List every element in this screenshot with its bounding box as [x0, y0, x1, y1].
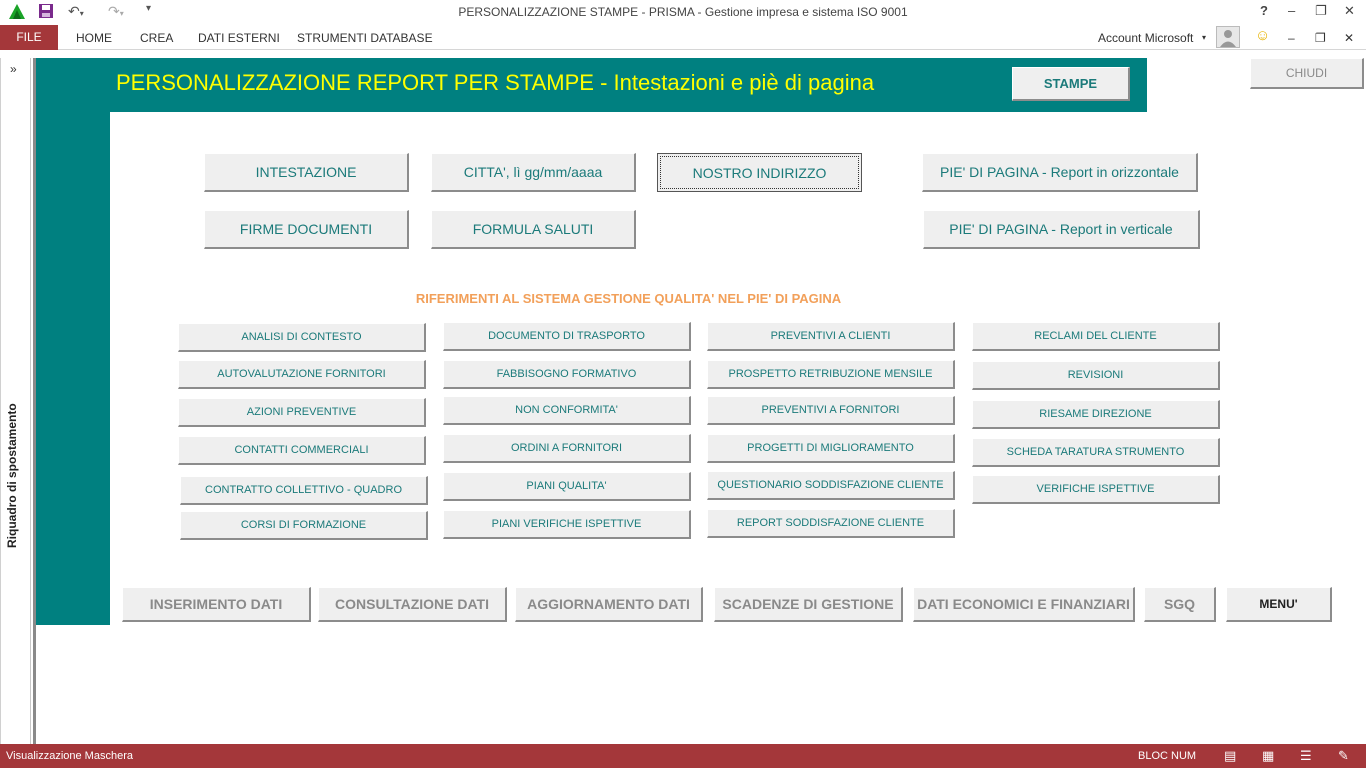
ribbon-tabs — [0, 25, 1366, 50]
page-title: PERSONALIZZAZIONE REPORT PER STAMPE - Intestazioni e piè di pagina — [116, 70, 875, 95]
customize-quick-access-icon[interactable]: ▾ — [146, 3, 152, 14]
fabbisogno-formativo-button[interactable]: FABBISOGNO FORMATIVO — [443, 360, 691, 389]
ribbon-restore-button[interactable]: ❐ — [1315, 31, 1326, 45]
smiley-icon[interactable]: ☺ — [1255, 27, 1271, 44]
piani-verifiche-button[interactable]: PIANI VERIFICHE ISPETTIVE — [443, 510, 691, 539]
azioni-preventive-button[interactable]: AZIONI PREVENTIVE — [178, 398, 426, 427]
section-label: RIFERIMENTI AL SISTEMA GESTIONE QUALITA' NEL PIE' DI PAGINA — [415, 291, 842, 306]
documento-trasporto-button[interactable]: DOCUMENTO DI TRASPORTO — [443, 322, 691, 351]
non-conformita-button[interactable]: NON CONFORMITA' — [443, 396, 691, 425]
status-bar — [0, 744, 1366, 768]
sgq-button[interactable]: SGQ — [1144, 587, 1216, 622]
stampe-button[interactable]: STAMPE — [1012, 67, 1130, 101]
formula-saluti-button[interactable]: FORMULA SALUTI — [431, 210, 636, 249]
window-title: PERSONALIZZAZIONE STAMPE - PRISMA - Gestione impresa e sistema ISO 9001 — [458, 5, 908, 19]
expand-nav-icon[interactable]: » — [10, 62, 17, 76]
form-left-band — [36, 112, 110, 625]
chiudi-button[interactable]: CHIUDI — [1250, 58, 1364, 89]
nostro-indirizzo-button[interactable]: NOSTRO INDIRIZZO — [657, 153, 862, 192]
restore-button[interactable]: ❐ — [1315, 3, 1327, 18]
tab-strumenti-database[interactable]: STRUMENTI DATABASE — [297, 31, 433, 45]
tab-home[interactable]: HOME — [76, 31, 112, 45]
ribbon-close-button[interactable]: ✕ — [1344, 31, 1355, 45]
riesame-direzione-button[interactable]: RIESAME DIREZIONE — [972, 400, 1220, 429]
layout-view-icon[interactable]: ☰ — [1300, 748, 1312, 763]
close-button[interactable]: ✕ — [1344, 3, 1355, 18]
preventivi-clienti-button[interactable]: PREVENTIVI A CLIENTI — [707, 322, 955, 351]
form-view-icon[interactable]: ▤ — [1224, 748, 1237, 763]
inserimento-dati-button[interactable]: INSERIMENTO DATI — [122, 587, 311, 622]
preventivi-fornitori-button[interactable]: PREVENTIVI A FORNITORI — [707, 396, 955, 425]
contratto-collettivo-button[interactable]: CONTRATTO COLLETTIVO - QUADRO — [180, 476, 428, 505]
progetti-miglioramento-button[interactable]: PROGETTI DI MIGLIORAMENTO — [707, 434, 955, 463]
undo-icon[interactable]: ↶▾ — [68, 3, 84, 19]
ordini-fornitori-button[interactable]: ORDINI A FORNITORI — [443, 434, 691, 463]
reclami-cliente-button[interactable]: RECLAMI DEL CLIENTE — [972, 322, 1220, 351]
verifiche-ispettive-button[interactable]: VERIFICHE ISPETTIVE — [972, 475, 1220, 504]
help-button[interactable]: ? — [1260, 3, 1268, 18]
pie-orizzontale-button[interactable]: PIE' DI PAGINA - Report in orizzontale — [922, 153, 1198, 192]
aggiornamento-dati-button[interactable]: AGGIORNAMENTO DATI — [515, 587, 703, 622]
report-soddisfazione-button[interactable]: REPORT SODDISFAZIONE CLIENTE — [707, 509, 955, 538]
status-numlock: BLOC NUM — [1138, 750, 1197, 762]
autovalutazione-fornitori-button[interactable]: AUTOVALUTAZIONE FORNITORI — [178, 360, 426, 389]
consultazione-dati-button[interactable]: CONSULTAZIONE DATI — [318, 587, 507, 622]
piani-qualita-button[interactable]: PIANI QUALITA' — [443, 472, 691, 501]
redo-icon[interactable]: ↷▾ — [108, 3, 124, 19]
prospetto-retribuzione-button[interactable]: PROSPETTO RETRIBUZIONE MENSILE — [707, 360, 955, 389]
status-view-label: Visualizzazione Maschera — [6, 750, 133, 762]
ribbon-minimize-button[interactable]: – — [1288, 31, 1295, 45]
menu-button[interactable]: MENU' — [1226, 587, 1332, 622]
corsi-formazione-button[interactable]: CORSI DI FORMAZIONE — [180, 511, 428, 540]
avatar-icon[interactable] — [1216, 26, 1240, 48]
datasheet-view-icon[interactable]: ▦ — [1262, 748, 1275, 763]
intestazione-button[interactable]: INTESTAZIONE — [204, 153, 409, 192]
account-dropdown-icon[interactable]: ▾ — [1202, 33, 1207, 42]
navigation-pane-label[interactable]: Riquadro di spostamento — [5, 403, 19, 548]
firme-documenti-button[interactable]: FIRME DOCUMENTI — [204, 210, 409, 249]
scadenze-gestione-button[interactable]: SCADENZE DI GESTIONE — [714, 587, 903, 622]
tab-dati-esterni[interactable]: DATI ESTERNI — [198, 31, 280, 45]
contatti-commerciali-button[interactable]: CONTATTI COMMERCIALI — [178, 436, 426, 465]
minimize-button[interactable]: – — [1288, 3, 1296, 18]
title-bar — [0, 0, 1366, 25]
account-label[interactable]: Account Microsoft — [1098, 31, 1194, 45]
analisi-contesto-button[interactable]: ANALISI DI CONTESTO — [178, 323, 426, 352]
questionario-soddisfazione-button[interactable]: QUESTIONARIO SODDISFAZIONE CLIENTE — [707, 471, 955, 500]
revisioni-button[interactable]: REVISIONI — [972, 361, 1220, 390]
dati-economici-button[interactable]: DATI ECONOMICI E FINANZIARI — [913, 587, 1135, 622]
pie-verticale-button[interactable]: PIE' DI PAGINA - Report in verticale — [923, 210, 1200, 249]
tab-file[interactable]: FILE — [0, 25, 58, 50]
navigation-pane[interactable] — [0, 58, 31, 744]
design-view-icon[interactable]: ✎ — [1338, 748, 1349, 763]
tab-crea[interactable]: CREA — [140, 31, 174, 45]
citta-button[interactable]: CITTA', lì gg/mm/aaaa — [431, 153, 636, 192]
scheda-taratura-button[interactable]: SCHEDA TARATURA STRUMENTO — [972, 438, 1220, 467]
